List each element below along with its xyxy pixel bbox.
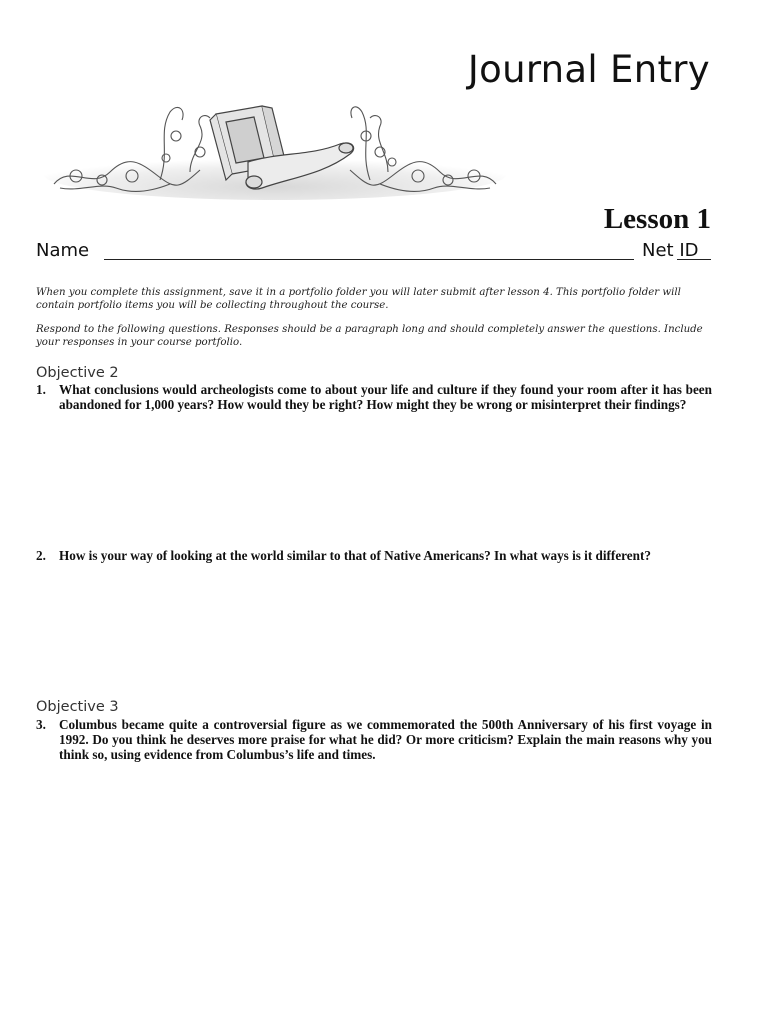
question-number: 2. bbox=[36, 548, 46, 563]
question-text: Columbus became quite a controversial figure as we commemorated the 500th Anniversary of his first voyage in 1992. Do you think he deserves more praise for what he did? Or more criticism? Explain the main reasons why you think so, using evidence from Columbus’s life and times. bbox=[59, 717, 712, 763]
name-field[interactable] bbox=[104, 259, 634, 260]
name-label: Name bbox=[36, 240, 90, 261]
instructions-portfolio: When you complete this assignment, save it in a portfolio folder you will later submit after lesson 4. This portfolio folder will contain portfolio items you will be collecting throughout the course. bbox=[36, 287, 681, 311]
question-2 bbox=[36, 548, 712, 563]
net-id-field[interactable] bbox=[677, 259, 711, 260]
lesson-heading: Lesson 1 bbox=[603, 203, 711, 235]
question-1 bbox=[36, 382, 712, 412]
vintage-book-scroll-icon bbox=[40, 92, 510, 204]
question-text: What conclusions would archeologists come to about your life and culture if they found your room after it has been abandoned for 1,000 years? How would they be right? How might they be wrong or misinterpret their findings? bbox=[59, 382, 712, 413]
question-text: How is your way of looking at the world similar to that of Native Americans? In what ways is it different? bbox=[59, 548, 651, 563]
question-3 bbox=[36, 717, 712, 763]
question-number: 1. bbox=[36, 382, 46, 397]
instructions-respond: Respond to the following questions. Responses should be a paragraph long and should completely answer the questions. Include your responses in your course portfolio. bbox=[36, 324, 703, 348]
objective-3-heading: Objective 3 bbox=[36, 699, 119, 715]
question-number: 3. bbox=[36, 717, 46, 732]
objective-2-heading: Objective 2 bbox=[36, 365, 119, 381]
page-title: Journal Entry bbox=[467, 48, 710, 91]
name-netid-row bbox=[36, 238, 712, 264]
net-id-label: Net ID bbox=[642, 240, 699, 261]
